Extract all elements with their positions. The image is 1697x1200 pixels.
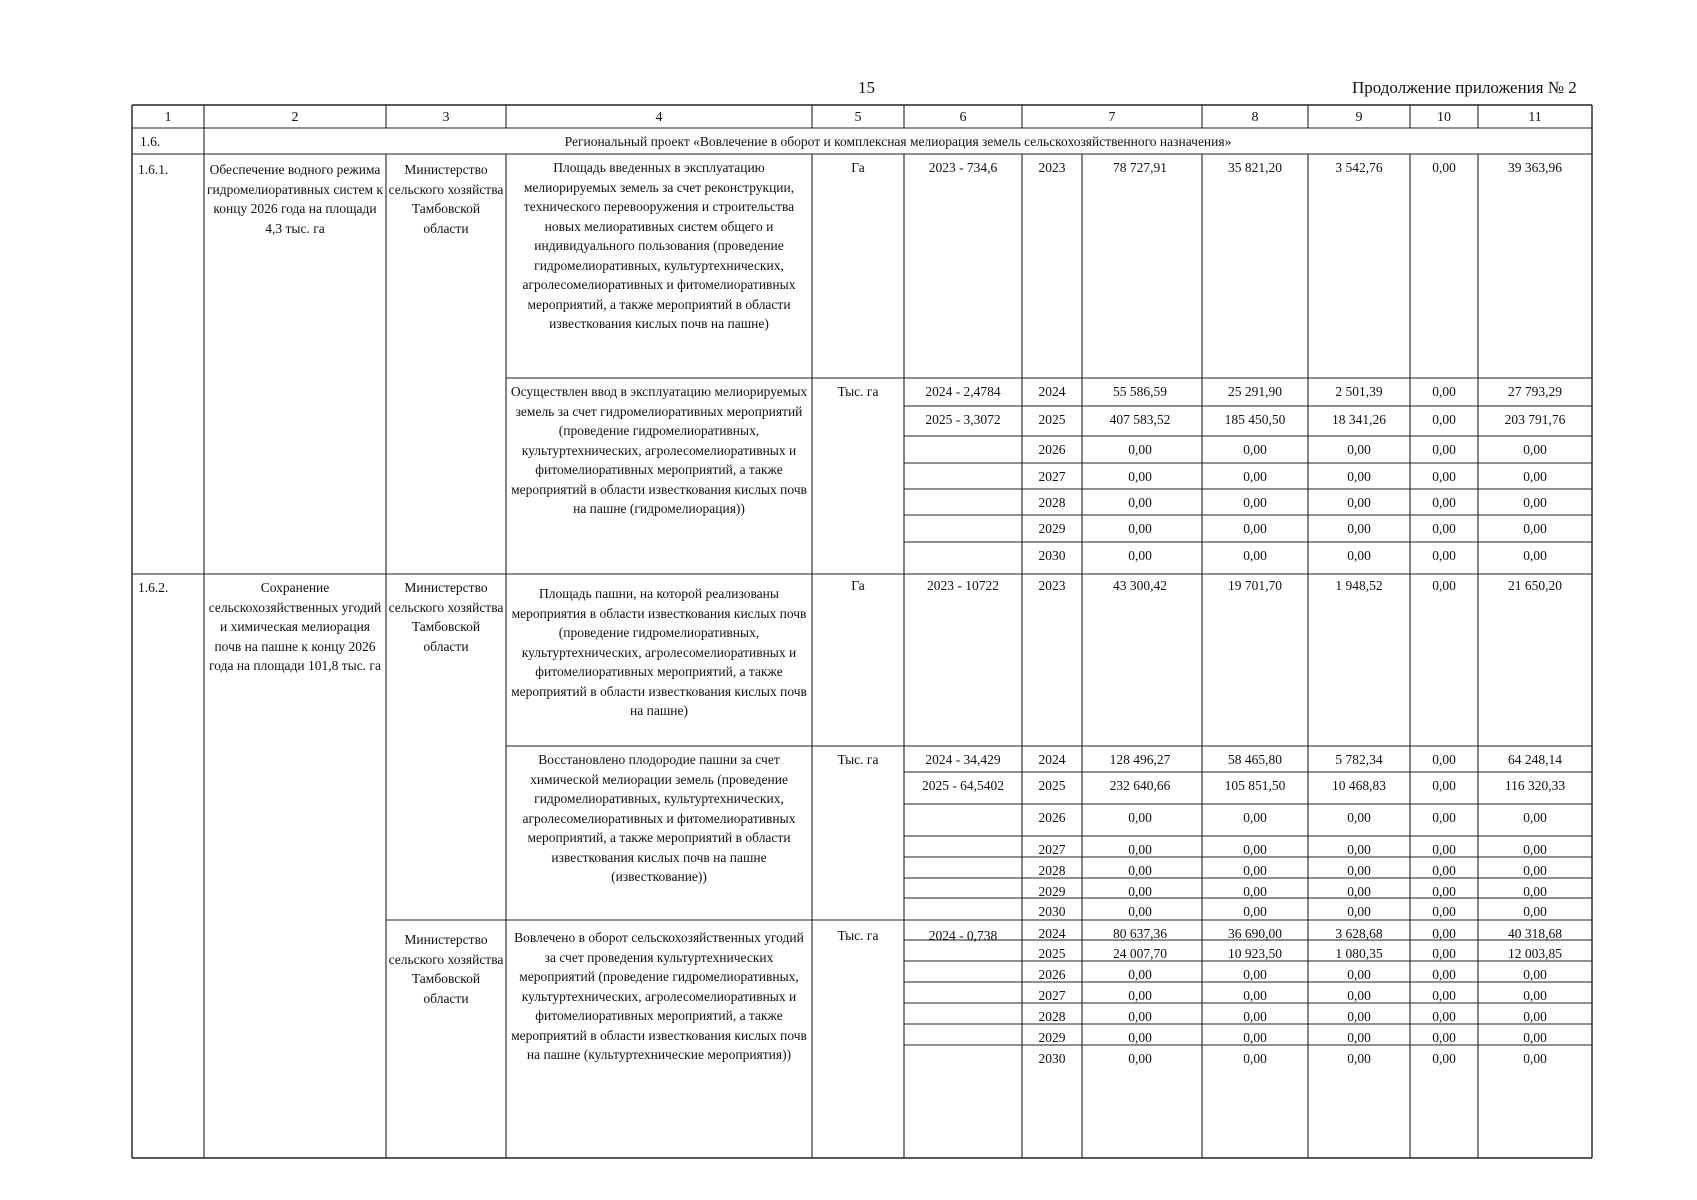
year-cell: 2027 xyxy=(1038,469,1066,484)
year-cell: 2024 xyxy=(1038,384,1066,399)
col-header-8: 8 xyxy=(1251,110,1259,125)
year-cell: 2030 xyxy=(1038,904,1066,919)
col-7-cell: 0,00 xyxy=(1128,842,1152,857)
item-2-organization: Министерство сельского хозяйства Тамбовской области xyxy=(388,580,504,654)
col-10-cell: 0,00 xyxy=(1432,1009,1456,1024)
col-9-cell: 0,00 xyxy=(1347,495,1371,510)
col-7-cell: 0,00 xyxy=(1128,469,1152,484)
col-9-cell: 5 782,34 xyxy=(1335,752,1383,767)
col-10-cell: 0,00 xyxy=(1432,842,1456,857)
col-8-cell: 0,00 xyxy=(1243,988,1267,1003)
col-10-cell: 0,00 xyxy=(1432,1051,1456,1066)
col-11-cell: 0,00 xyxy=(1523,442,1547,457)
col-9-cell: 0,00 xyxy=(1347,548,1371,563)
col-header-1: 1 xyxy=(164,110,172,125)
col-8-cell: 0,00 xyxy=(1243,967,1267,982)
col-8-cell: 0,00 xyxy=(1243,810,1267,825)
col-8-cell: 58 465,80 xyxy=(1228,752,1282,767)
col-9-cell: 0,00 xyxy=(1347,904,1371,919)
year-cell: 2023 xyxy=(1038,160,1066,175)
col-8-cell: 35 821,20 xyxy=(1228,160,1282,175)
col-header-6: 6 xyxy=(959,110,967,125)
year-cell: 2025 xyxy=(1038,778,1066,793)
item-2-indicator-3-target-2024: 2024 - 0,738 xyxy=(928,928,998,943)
item-2-indicator-1-target: 2023 - 10722 xyxy=(927,578,999,593)
col-8-cell: 0,00 xyxy=(1243,469,1267,484)
col-header-9: 9 xyxy=(1355,110,1363,125)
section-title: Региональный проект «Вовлечение в оборот и комплексная мелиорация земель сельскохозяйственного назначения» xyxy=(564,134,1232,149)
col-10-cell: 0,00 xyxy=(1432,810,1456,825)
col-7-cell: 0,00 xyxy=(1128,442,1152,457)
col-11-cell: 12 003,85 xyxy=(1508,946,1562,961)
item-2-indicator-3-text: Вовлечено в оборот сельскохозяйственных угодий за счет проведения культуртехнических мероприятий (проведение гидромелиоративных, культуртехнических, агролесомелиоративных и фитомелиоративных мероприятий, а также мероприятий в области известкования кислых почв на пашне (культуртехнические мероприятия)) xyxy=(511,930,807,1062)
col-7-cell: 0,00 xyxy=(1128,810,1152,825)
col-8-cell: 0,00 xyxy=(1243,1030,1267,1045)
year-cell: 2028 xyxy=(1038,495,1066,510)
col-header-10: 10 xyxy=(1437,110,1451,125)
col-9-cell: 0,00 xyxy=(1347,1030,1371,1045)
col-8-cell: 36 690,00 xyxy=(1228,926,1282,941)
col-8-cell: 0,00 xyxy=(1243,442,1267,457)
col-10-cell: 0,00 xyxy=(1432,946,1456,961)
col-8-cell: 0,00 xyxy=(1243,521,1267,536)
col-7-cell: 128 496,27 xyxy=(1109,752,1171,767)
col-9-cell: 0,00 xyxy=(1347,842,1371,857)
col-9-cell: 3 542,76 xyxy=(1335,160,1383,175)
col-7-cell: 0,00 xyxy=(1128,904,1152,919)
col-10-cell: 0,00 xyxy=(1432,548,1456,563)
col-9-cell: 3 628,68 xyxy=(1335,926,1383,941)
col-7-cell: 80 637,36 xyxy=(1113,926,1167,941)
col-10-cell: 0,00 xyxy=(1432,384,1456,399)
col-11-cell: 203 791,76 xyxy=(1504,412,1566,427)
year-cell: 2028 xyxy=(1038,1009,1066,1024)
col-7-cell: 0,00 xyxy=(1128,521,1152,536)
col-9-cell: 0,00 xyxy=(1347,988,1371,1003)
item-1-indicator-2-text: Осуществлен ввод в эксплуатацию мелиорируемых земель за счет гидромелиоративных мероприятий (проведение гидромелиоративных, культуртехнических, агролесомелиоративных и фитомелиоративных мероприятий, а также мероприятий в области известкования кислых почв на пашне (гидромелиорация)) xyxy=(510,384,808,516)
year-cell: 2026 xyxy=(1038,967,1066,982)
year-cell: 2029 xyxy=(1038,521,1066,536)
item-1-indicator-1-unit: Га xyxy=(851,160,865,175)
col-11-cell: 0,00 xyxy=(1523,810,1547,825)
col-10-cell: 0,00 xyxy=(1432,469,1456,484)
col-11-cell: 0,00 xyxy=(1523,495,1547,510)
col-11-cell: 0,00 xyxy=(1523,548,1547,563)
col-9-cell: 0,00 xyxy=(1347,1051,1371,1066)
col-9-cell: 2 501,39 xyxy=(1335,384,1383,399)
col-11-cell: 64 248,14 xyxy=(1508,752,1562,767)
col-8-cell: 0,00 xyxy=(1243,548,1267,563)
year-cell: 2024 xyxy=(1038,926,1066,941)
item-2-indicator-3-unit: Тыс. га xyxy=(837,928,879,943)
col-11-cell: 27 793,29 xyxy=(1508,384,1562,399)
col-9-cell: 0,00 xyxy=(1347,442,1371,457)
col-11-cell: 0,00 xyxy=(1523,469,1547,484)
col-7-cell: 55 586,59 xyxy=(1113,384,1167,399)
col-7-cell: 0,00 xyxy=(1128,967,1152,982)
year-cell: 2027 xyxy=(1038,988,1066,1003)
col-11-cell: 0,00 xyxy=(1523,967,1547,982)
col-7-cell: 0,00 xyxy=(1128,1009,1152,1024)
year-cell: 2030 xyxy=(1038,548,1066,563)
year-cell: 2027 xyxy=(1038,842,1066,857)
col-8-cell: 0,00 xyxy=(1243,842,1267,857)
col-10-cell: 0,00 xyxy=(1432,1030,1456,1045)
col-10-cell: 0,00 xyxy=(1432,442,1456,457)
col-11-cell: 0,00 xyxy=(1523,1030,1547,1045)
col-10-cell: 0,00 xyxy=(1432,495,1456,510)
col-11-cell: 0,00 xyxy=(1523,842,1547,857)
col-11-cell: 40 318,68 xyxy=(1508,926,1562,941)
item-2-indicator-1-unit: Га xyxy=(851,578,865,593)
col-10-cell: 0,00 xyxy=(1432,967,1456,982)
col-10-cell: 0,00 xyxy=(1432,412,1456,427)
col-11-cell: 0,00 xyxy=(1523,988,1547,1003)
item-2-indicator-1-text: Площадь пашни, на которой реализованы мероприятия в области известкования кислых почв (проведение гидромелиоративных, культуртехнических, агролесомелиоративных и фитомелиоративных мероприятий, а также мероприятий в области известкования кислых почв на пашне) xyxy=(511,586,807,718)
col-9-cell: 0,00 xyxy=(1347,469,1371,484)
col-10-cell: 0,00 xyxy=(1432,160,1456,175)
col-11-cell: 0,00 xyxy=(1523,904,1547,919)
year-cell: 2023 xyxy=(1038,578,1066,593)
col-8-cell: 0,00 xyxy=(1243,495,1267,510)
col-11-cell: 39 363,96 xyxy=(1508,160,1562,175)
col-10-cell: 0,00 xyxy=(1432,926,1456,941)
col-8-cell: 10 923,50 xyxy=(1228,946,1282,961)
col-10-cell: 0,00 xyxy=(1432,988,1456,1003)
col-8-cell: 105 851,50 xyxy=(1224,778,1286,793)
col-9-cell: 0,00 xyxy=(1347,810,1371,825)
col-7-cell: 0,00 xyxy=(1128,1051,1152,1066)
col-7-cell: 232 640,66 xyxy=(1109,778,1171,793)
col-11-cell: 0,00 xyxy=(1523,884,1547,899)
col-11-cell: 21 650,20 xyxy=(1508,578,1562,593)
col-header-3: 3 xyxy=(442,110,450,125)
item-2-indicator-2-target-2025: 2025 - 64,5402 xyxy=(921,778,1005,793)
col-7-cell: 407 583,52 xyxy=(1109,412,1171,427)
item-2-number: 1.6.2. xyxy=(138,580,169,595)
col-10-cell: 0,00 xyxy=(1432,904,1456,919)
col-8-cell: 185 450,50 xyxy=(1224,412,1286,427)
year-cell: 2024 xyxy=(1038,752,1066,767)
item-1-organization: Министерство сельского хозяйства Тамбовской области xyxy=(388,162,504,236)
year-cell: 2030 xyxy=(1038,1051,1066,1066)
col-7-cell: 0,00 xyxy=(1128,495,1152,510)
item-2-indicator-2-target-2024: 2024 - 34,429 xyxy=(925,752,1001,767)
page-number: 15 xyxy=(858,78,875,97)
col-header-2: 2 xyxy=(291,110,299,125)
item-1-indicator-1-target: 2023 - 734,6 xyxy=(928,160,998,175)
col-7-cell: 0,00 xyxy=(1128,884,1152,899)
col-10-cell: 0,00 xyxy=(1432,752,1456,767)
item-1-number: 1.6.1. xyxy=(138,162,169,177)
col-9-cell: 0,00 xyxy=(1347,863,1371,878)
item-1-indicator-2-target-2024: 2024 - 2,4784 xyxy=(925,384,1001,399)
col-9-cell: 1 948,52 xyxy=(1335,578,1383,593)
col-7-cell: 0,00 xyxy=(1128,863,1152,878)
col-11-cell: 0,00 xyxy=(1523,863,1547,878)
col-9-cell: 0,00 xyxy=(1347,1009,1371,1024)
col-7-cell: 0,00 xyxy=(1128,548,1152,563)
item-2-indicator-2-unit: Тыс. га xyxy=(837,752,879,767)
col-8-cell: 0,00 xyxy=(1243,904,1267,919)
col-11-cell: 116 320,33 xyxy=(1504,778,1566,793)
col-10-cell: 0,00 xyxy=(1432,863,1456,878)
col-8-cell: 25 291,90 xyxy=(1228,384,1282,399)
col-9-cell: 0,00 xyxy=(1347,967,1371,982)
col-10-cell: 0,00 xyxy=(1432,778,1456,793)
item-2-name: Сохранение сельскохозяйственных угодий и химическая мелиорация почв на пашне к концу 2026 года на площади 101,8 тыс. га xyxy=(208,580,382,673)
col-8-cell: 19 701,70 xyxy=(1228,578,1282,593)
col-11-cell: 0,00 xyxy=(1523,521,1547,536)
col-8-cell: 0,00 xyxy=(1243,1009,1267,1024)
col-8-cell: 0,00 xyxy=(1243,1051,1267,1066)
col-11-cell: 0,00 xyxy=(1523,1009,1547,1024)
col-header-5: 5 xyxy=(854,110,862,125)
col-7-cell: 43 300,42 xyxy=(1113,578,1167,593)
col-9-cell: 0,00 xyxy=(1347,521,1371,536)
year-cell: 2029 xyxy=(1038,884,1066,899)
year-cell: 2026 xyxy=(1038,810,1066,825)
item-1-indicator-2-unit: Тыс. га xyxy=(837,384,879,399)
year-cell: 2028 xyxy=(1038,863,1066,878)
col-11-cell: 0,00 xyxy=(1523,1051,1547,1066)
col-10-cell: 0,00 xyxy=(1432,521,1456,536)
year-cell: 2025 xyxy=(1038,946,1066,961)
item-2-indicator-2-text: Восстановлено плодородие пашни за счет химической мелиорации земель (проведение гидромелиоративных, культуртехнических, агролесомелиоративных и фитомелиоративных мероприятий, а также мероприятий в области известкования кислых почв на пашне (известкование)) xyxy=(522,752,796,884)
year-cell: 2026 xyxy=(1038,442,1066,457)
col-8-cell: 0,00 xyxy=(1243,884,1267,899)
col-10-cell: 0,00 xyxy=(1432,578,1456,593)
year-cell: 2025 xyxy=(1038,412,1066,427)
year-cell: 2029 xyxy=(1038,1030,1066,1045)
col-7-cell: 0,00 xyxy=(1128,988,1152,1003)
col-7-cell: 78 727,91 xyxy=(1113,160,1167,175)
col-8-cell: 0,00 xyxy=(1243,863,1267,878)
col-9-cell: 10 468,83 xyxy=(1332,778,1386,793)
col-header-7: 7 xyxy=(1108,110,1116,125)
col-7-cell: 24 007,70 xyxy=(1113,946,1167,961)
col-10-cell: 0,00 xyxy=(1432,884,1456,899)
item-1-indicator-1-text: Площадь введенных в эксплуатацию мелиорируемых земель за счет реконструкции, технического перевооружения и строительства новых мелиоративных систем общего и индивидуального пользования (проведение гидромелиоративных, культуртехнических, агролесомелиоративных и фитомелиоративных мероприятий, а также мероприятий в области известкования кислых почв на пашне) xyxy=(522,160,796,331)
col-header-11: 11 xyxy=(1528,110,1542,125)
item-1-indicator-2-target-2025: 2025 - 3,3072 xyxy=(925,412,1001,427)
col-9-cell: 1 080,35 xyxy=(1335,946,1383,961)
col-9-cell: 0,00 xyxy=(1347,884,1371,899)
col-9-cell: 18 341,26 xyxy=(1332,412,1386,427)
col-header-4: 4 xyxy=(655,110,663,125)
item-1-name: Обеспечение водного режима гидромелиоративных систем к концу 2026 года на площади 4,3 тыс. га xyxy=(206,162,383,236)
item-2-organization-2: Министерство сельского хозяйства Тамбовской области xyxy=(388,932,504,1006)
appendix-label: Продолжение приложения № 2 xyxy=(1352,78,1577,97)
section-number: 1.6. xyxy=(140,134,161,149)
col-7-cell: 0,00 xyxy=(1128,1030,1152,1045)
